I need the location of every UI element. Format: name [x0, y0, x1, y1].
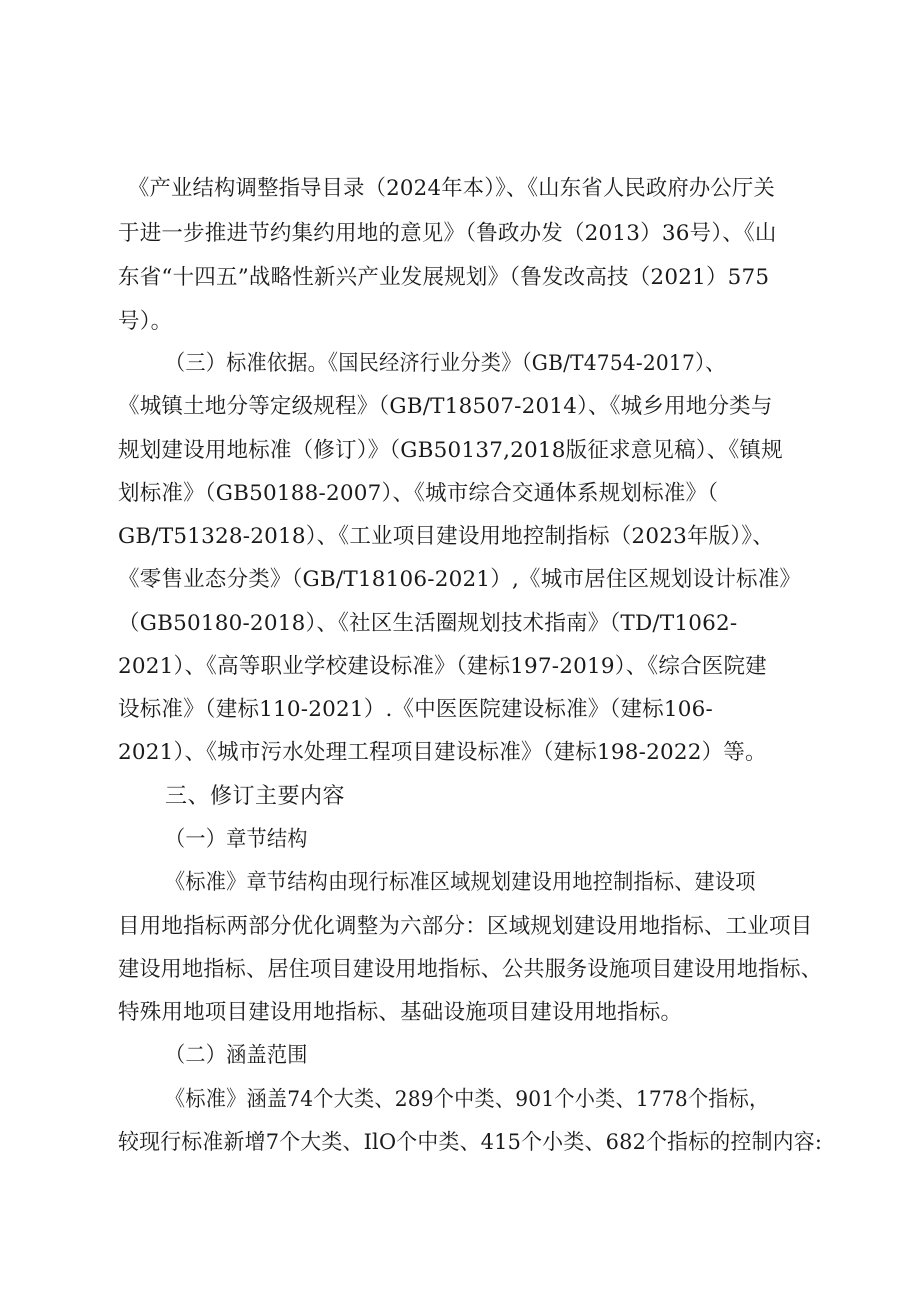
policy-line-1: 《产业结构调整指导目录（2024年本）》、《山东省人民政府办公厅关 — [128, 176, 775, 201]
policy-line-3: 东省“十四五”战略性新兴产业发展规划》（鲁发改高技（2021）575 — [118, 265, 770, 290]
standards-line-5: GB/T51328-2018）、《工业项目建设用地控制指标（2023年版）》、 — [118, 524, 774, 549]
standards-line-8: 2021）、《高等职业学校建设标准》（建标197-2019）、《综合医院建 — [118, 654, 767, 679]
standards-line-6: 《零售业态分类》（GB/T18106-2021）,《城市居住区规划设计标准》 — [118, 567, 802, 592]
section-heading: 三、修订主要内容 — [165, 784, 346, 809]
chapter-line-2: 目用地指标两部分优化调整为六部分：区域规划建设用地指标、工业项目 — [118, 914, 813, 939]
standards-line-9: 设标准》（建标110-2021）.《中医医院建设标准》（建标106- — [118, 697, 713, 722]
standards-line-3: 规划建设用地标准（修订）》（GB50137,2018版征求意见稿）、《镇规 — [118, 438, 783, 463]
standards-line-10: 2021）、《城市污水处理工程项目建设标准》（建标198-2022）等。 — [118, 740, 767, 765]
subheading-scope: （二）涵盖范围 — [165, 1043, 308, 1068]
chapter-line-1: 《标准》章节结构由现行标准区域规划建设用地控制指标、建设项 — [165, 870, 756, 895]
chapter-line-4: 特殊用地项目建设用地指标、基础设施项目建设用地指标。 — [118, 1000, 683, 1025]
subheading-chapter-structure: （一）章节结构 — [165, 827, 308, 852]
standards-line-7: （GB50180-2018）、《社区生活圈规划技术指南》（TD/T1062- — [118, 611, 738, 636]
policy-line-4: 号）。 — [118, 309, 173, 334]
standards-line-2: 《城镇土地分等定级规程》（GB/T18507-2014）、《城乡用地分类与 — [118, 394, 773, 419]
scope-line-1: 《标准》涵盖74个大类、289个中类、901个小类、1778个指标， — [165, 1087, 770, 1112]
standards-line-4: 划标准》（GB50188-2007）、《城市综合交通体系规划标准》（ — [118, 481, 719, 506]
standards-line-1: （三）标准依据。《国民经济行业分类》（GB/T4754-2017）、 — [165, 351, 726, 376]
policy-line-2: 于进一步推进节约集约用地的意见》（鲁政办发（2013）36号）、《山 — [118, 221, 777, 246]
scope-line-2: 较现行标准新增7个大类、IlO个中类、415个小类、682个指标的控制内容: — [118, 1130, 823, 1155]
chapter-line-3: 建设用地指标、居住项目建设用地指标、公共服务设施项目建设用地指标、 — [118, 957, 823, 982]
